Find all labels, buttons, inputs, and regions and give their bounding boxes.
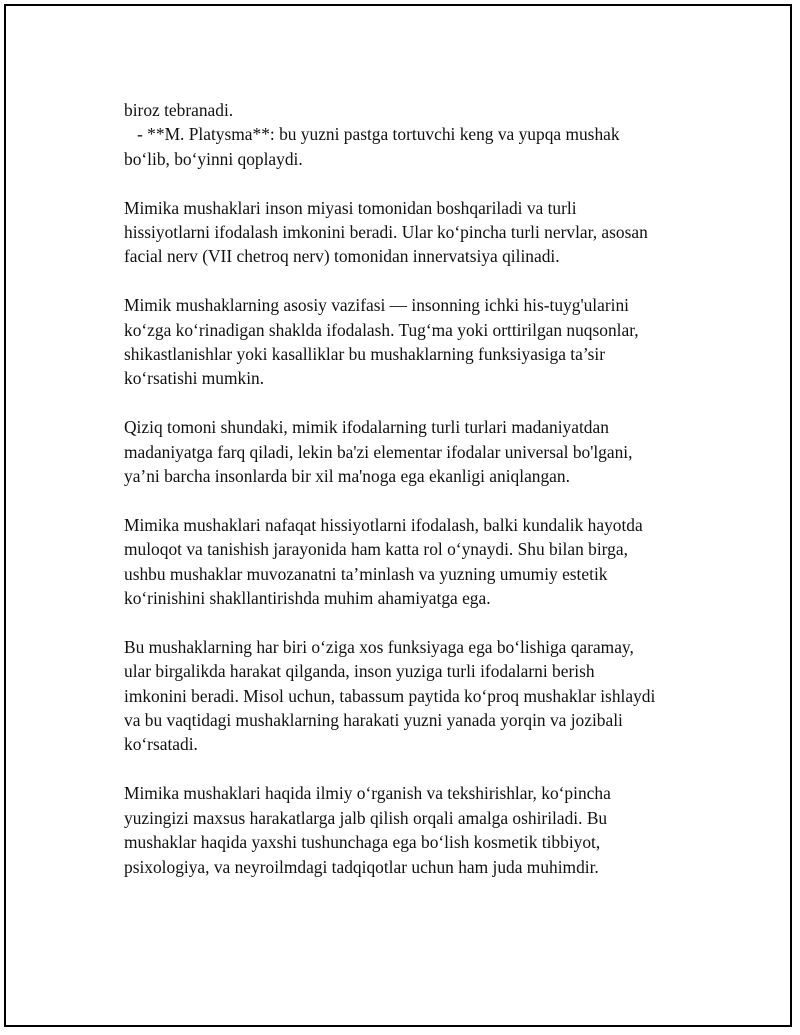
- text-line: Qiziq tomoni shundaki, mimik ifodalarning turli turlari madaniyatdan: [124, 417, 609, 438]
- text-line: bo‘lib, bo‘yinni qoplaydi.: [124, 148, 303, 169]
- text-line: ko‘zga ko‘rinadigan shaklda ifodalash. Tug‘ma yoki orttirilgan nuqsonlar,: [124, 319, 639, 340]
- text-line: ko‘rsatadi.: [124, 734, 198, 755]
- text-line: facial nerv (VII chetroq nerv) tomonidan innervatsiya qilinadi.: [124, 246, 560, 267]
- text-line: Mimika mushaklari inson miyasi tomonidan boshqariladi va turli: [124, 197, 577, 218]
- text-line: mushaklar haqida yaxshi tushunchaga ega bo‘lish kosmetik tibbiyot,: [124, 832, 601, 853]
- paragraph: [124, 196, 724, 269]
- text-line: shikastlanishlar yoki kasalliklar bu mushaklarning funksiyasiga ta’sir: [124, 344, 606, 365]
- paragraph: [124, 98, 724, 171]
- text-line: ya’ni barcha insonlarda bir xil ma'noga ega ekanligi aniqlangan.: [124, 466, 570, 487]
- text-line: muloqot va tanishish jarayonida ham katta rol o‘ynaydi. Shu bilan birga,: [124, 539, 628, 560]
- text-line: ular birgalikda harakat qilganda, inson yuziga turli ifodalarni berish: [124, 661, 595, 682]
- text-line: yuzingizi maxsus harakatlarga jalb qilish orqali amalga oshiriladi. Bu: [124, 807, 608, 828]
- text-line: biroz tebranadi.: [124, 100, 234, 120]
- page-frame: [4, 4, 792, 1027]
- text-line: Mimika mushaklari haqida ilmiy o‘rganish va tekshirishlar, ko‘pincha: [124, 783, 611, 804]
- text-line: imkonini beradi. Misol uchun, tabassum paytida ko‘proq mushaklar ishlaydi: [124, 685, 656, 706]
- text-line: va bu vaqtidagi mushaklarning harakati yuzni yanada yorqin va jozibali: [124, 710, 623, 731]
- text-line: hissiyotlarni ifodalash imkonini beradi. Ular ko‘pincha turli nervlar, asosan: [124, 222, 648, 243]
- text-line: Mimika mushaklari nafaqat hissiyotlarni ifodalash, balki kundalik hayotda: [124, 514, 643, 535]
- text-line: ko‘rsatishi mumkin.: [124, 368, 265, 389]
- paragraph: [124, 293, 724, 391]
- paragraph: [124, 635, 724, 757]
- text-line: ushbu mushaklar muvozanatni ta’minlash va yuzning umumiy estetik: [124, 563, 608, 584]
- text-line: Mimik mushaklarning asosiy vazifasi — insonning ichki his-tuyg'ularini: [124, 295, 629, 316]
- paragraph: [124, 513, 724, 611]
- text-line: psixologiya, va neyroilmdagi tadqiqotlar uchun ham juda muhimdir.: [124, 856, 599, 877]
- text-line: Bu mushaklarning har biri o‘ziga xos funksiyaga ega bo‘lishiga qaramay,: [124, 636, 634, 657]
- text-line: madaniyatga farq qiladi, lekin ba'zi elementar ifodalar universal bo'lgani,: [124, 441, 633, 462]
- text-line: - **M. Platysma**: bu yuzni pastga tortuvchi keng va yupqa mushak: [124, 124, 620, 145]
- paragraph: [124, 415, 724, 488]
- document-body: [124, 98, 724, 903]
- paragraph: [124, 781, 724, 879]
- text-line: ko‘rinishini shakllantirishda muhim ahamiyatga ega.: [124, 588, 491, 609]
